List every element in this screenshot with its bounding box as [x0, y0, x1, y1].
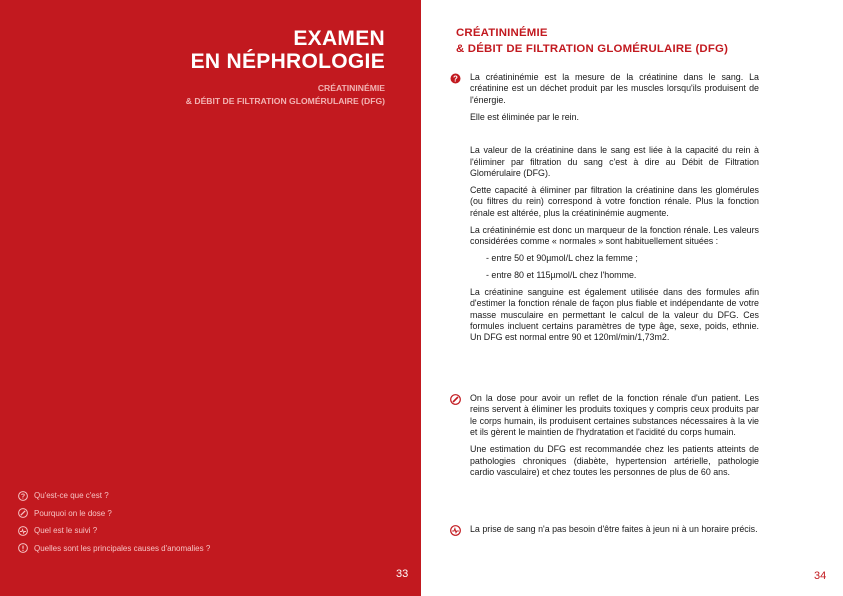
legend-item-why — [18, 505, 210, 523]
pulse-icon — [450, 525, 461, 536]
legend-label: Pourquoi on le dose ? — [34, 508, 112, 518]
paragraph: La valeur de la créatinine dans le sang est liée à la capacité du rein à l'éliminer par filtration du sang c'est à dire au Débit de Filtration Glomérulaire (DFG). — [470, 145, 759, 178]
question-icon — [450, 73, 461, 84]
paragraph: On la dose pour avoir un reflet de la fonction rénale d'un patient. Les reins servent à éliminer les produits toxiques y compris ceux produits par le corps humain, ils produisent certaines substances nécessaires à la vie et ils gèrent le maintien de l'hydratation et l'acidité du corps humain. — [470, 393, 759, 438]
section-why-text — [470, 393, 759, 478]
pulse-icon — [18, 526, 28, 536]
section-followup — [450, 524, 759, 541]
section-title-line-1: CRÉATININÉMIE — [456, 27, 548, 39]
left-subtitle — [186, 82, 385, 107]
paragraph: La créatininémie est donc un marqueur de la fonction rénale. Les valeurs considérées comme « normales » sont habituellement situées : — [470, 224, 759, 246]
paragraph: Une estimation du DFG est recommandée chez les patients atteints de pathologies chroniques (diabète, hypertension artérielle, pathologie cardio vasculaire) et chez toutes les personnes de plus de 60 ans. — [470, 444, 759, 477]
page-title — [191, 27, 385, 73]
warning-icon — [18, 543, 28, 553]
page-number-right: 34 — [814, 570, 827, 582]
section-what — [450, 72, 759, 349]
icon-legend — [18, 487, 210, 557]
paragraph: La créatininémie est la mesure de la créatinine dans le sang. La créatinine est un déchet produit par les muscles lorsqu'ils produisent de l'énergie. — [470, 72, 759, 105]
question-icon — [18, 491, 28, 501]
title-line-2: EN NÉPHROLOGIE — [190, 50, 385, 73]
section-why — [450, 393, 759, 484]
paragraph: Cette capacité à éliminer par filtration la créatinine dans les glomérules (ou filtres du rein) correspond à votre fonction rénale. Plus la fonction rénale est altérée, plus la créatininémie augmente. — [470, 184, 759, 218]
left-page — [0, 0, 421, 596]
right-page — [421, 0, 843, 596]
legend-label: Qu'est-ce que c'est ? — [34, 491, 109, 501]
syringe-icon — [18, 508, 28, 518]
legend-item-followup — [18, 522, 210, 540]
svg-text:?: ? — [453, 74, 458, 84]
subtitle-line-2: & DÉBIT DE FILTRATION GLOMÉRULAIRE (DFG) — [185, 95, 385, 106]
list-item: - entre 80 et 115µmol/L chez l'homme. — [486, 269, 637, 280]
section-title-line-2: & DÉBIT DE FILTRATION GLOMÉRULAIRE (DFG) — [456, 43, 729, 55]
paragraph: Elle est éliminée par le rein. — [470, 111, 580, 122]
paragraph: La prise de sang n'a pas besoin d'être faites à jeun ni à un horaire précis. — [470, 524, 758, 534]
paragraph: La créatinine sanguine est également utilisée dans des formules afin d'estimer la fonction rénale de façon plus fiable et indépendante de votre masse musculaire en permettant le calcul de la valeur du DFG. Ces formules incluent certains paramètres de type âge, sexe, poids, ethnie. Un DFG est normal entre 90 et 120ml/min/1,73m2. — [470, 286, 759, 343]
legend-item-what — [18, 487, 210, 505]
legend-item-causes — [18, 540, 210, 558]
section-title — [456, 25, 728, 57]
subtitle-line-1: CRÉATININÉMIE — [317, 83, 385, 93]
section-what-text — [470, 72, 759, 344]
title-line-1: EXAMEN — [293, 27, 385, 50]
svg-text:?: ? — [20, 493, 26, 501]
page-number-left: 33 — [396, 568, 409, 580]
legend-label: Quel est le suivi ? — [34, 526, 98, 536]
list-item: - entre 50 et 90µmol/L chez la femme ; — [486, 252, 638, 263]
section-followup-text — [470, 524, 759, 535]
legend-label: Quelles sont les principales causes d'anomalies ? — [34, 543, 211, 553]
syringe-icon — [450, 394, 461, 405]
